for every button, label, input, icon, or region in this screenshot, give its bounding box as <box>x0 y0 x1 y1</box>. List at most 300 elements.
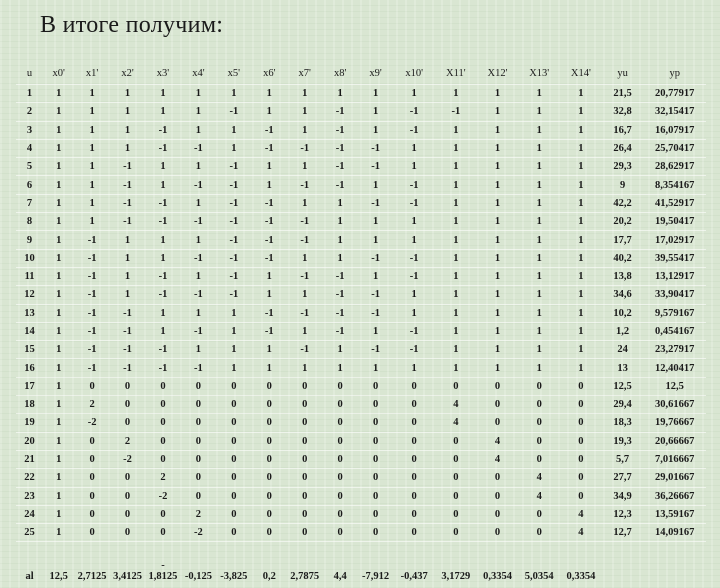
table-cell: -1 <box>181 213 216 231</box>
table-cell: 1 <box>287 85 322 103</box>
table-cell: 1 <box>43 524 74 542</box>
row-number-cell: 11 <box>16 267 43 285</box>
table-cell: 13,8 <box>602 267 644 285</box>
row-number-cell: 12 <box>16 286 43 304</box>
table-cell: 1 <box>43 396 74 414</box>
table-cell: 0 <box>477 524 519 542</box>
table-cell: 1 <box>435 139 477 157</box>
table-cell: -1 <box>358 286 393 304</box>
coefficient-cell: 0,3354 <box>483 571 512 583</box>
table-cell: 0 <box>322 469 357 487</box>
row-number-cell: 25 <box>16 524 43 542</box>
table-cell: 1 <box>181 103 216 121</box>
table-cell: -1 <box>358 341 393 359</box>
coefficient-cell <box>602 542 644 588</box>
table-cell: 1 <box>145 103 180 121</box>
table-row <box>16 505 706 523</box>
table-cell: 1 <box>74 194 109 212</box>
table-cell: 1 <box>181 158 216 176</box>
table-cell: 1 <box>560 231 602 249</box>
table-cell: 1 <box>43 505 74 523</box>
table-cell: 10,2 <box>602 304 644 322</box>
table-cell: 0 <box>181 450 216 468</box>
table-cell: -1 <box>322 103 357 121</box>
table-cell: 1 <box>477 249 519 267</box>
table-cell: 1 <box>560 139 602 157</box>
table-row <box>16 487 706 505</box>
table-cell: 1 <box>393 304 435 322</box>
table-cell: 1 <box>518 85 560 103</box>
table-cell: -1 <box>358 249 393 267</box>
row-number-cell: 15 <box>16 341 43 359</box>
table-cell: -1 <box>322 121 357 139</box>
table-cell: 0 <box>252 432 287 450</box>
coefficient-cell: 0,3354 <box>566 571 596 583</box>
table-cell: 1 <box>560 194 602 212</box>
table-cell: -1 <box>110 304 145 322</box>
table-cell: 0 <box>287 469 322 487</box>
table-cell: -1 <box>74 322 109 340</box>
table-cell: 0 <box>181 396 216 414</box>
table-cell: -1 <box>74 341 109 359</box>
table-cell: 32,15417 <box>643 103 706 121</box>
table-cell: 1 <box>518 194 560 212</box>
column-header: u <box>16 62 43 85</box>
table-cell: -1 <box>216 267 251 285</box>
table-cell: 4 <box>435 396 477 414</box>
table-cell: 1 <box>518 341 560 359</box>
table-cell: 1 <box>145 158 180 176</box>
table-cell: 1 <box>560 304 602 322</box>
table-cell: 1 <box>181 231 216 249</box>
table-cell: 1 <box>252 359 287 377</box>
regression-table-container <box>16 62 706 588</box>
table-cell: 23,27917 <box>643 341 706 359</box>
table-cell: 0 <box>393 432 435 450</box>
table-cell: 1 <box>43 359 74 377</box>
table-cell: 1 <box>181 194 216 212</box>
table-cell: -1 <box>110 213 145 231</box>
table-cell: 40,2 <box>602 249 644 267</box>
table-row <box>16 231 706 249</box>
column-header: X14' <box>560 62 602 85</box>
table-cell: 1,2 <box>602 322 644 340</box>
coefficient-cell: -7,912 <box>362 571 390 583</box>
table-cell: 17,7 <box>602 231 644 249</box>
table-cell: -1 <box>110 359 145 377</box>
table-cell: 1 <box>358 213 393 231</box>
table-cell: 1 <box>560 359 602 377</box>
row-number-cell: 2 <box>16 103 43 121</box>
row-number-cell: 4 <box>16 139 43 157</box>
table-cell: 0 <box>560 450 602 468</box>
coefficient-cell: 2,7125 <box>77 571 107 583</box>
table-cell: 1 <box>518 304 560 322</box>
table-cell: 1 <box>145 85 180 103</box>
table-cell: 1 <box>252 85 287 103</box>
coefficient-cell: -0,125 <box>184 571 212 583</box>
table-cell: 1 <box>216 359 251 377</box>
table-cell: 1 <box>43 304 74 322</box>
table-cell: 1 <box>435 85 477 103</box>
table-cell: 1 <box>518 286 560 304</box>
table-cell: 0 <box>74 505 109 523</box>
table-cell: 1 <box>477 139 519 157</box>
table-cell: 4 <box>477 450 519 468</box>
table-cell: -1 <box>145 121 180 139</box>
row-number-cell: 21 <box>16 450 43 468</box>
table-cell: 0 <box>358 450 393 468</box>
table-cell: 1 <box>181 267 216 285</box>
table-cell: 1 <box>43 103 74 121</box>
table-cell: -1 <box>287 139 322 157</box>
table-cell: 1 <box>145 176 180 194</box>
table-cell: 0 <box>110 469 145 487</box>
table-cell: 0 <box>145 414 180 432</box>
table-cell: 1 <box>518 158 560 176</box>
table-cell: 1 <box>252 286 287 304</box>
table-cell: 0 <box>435 487 477 505</box>
column-header: x6' <box>252 62 287 85</box>
table-cell: 13,12917 <box>643 267 706 285</box>
table-cell: -1 <box>74 231 109 249</box>
coefficient-cell: - 1,8125 <box>148 560 178 583</box>
table-cell: 0 <box>560 414 602 432</box>
table-cell: -1 <box>181 249 216 267</box>
table-row <box>16 322 706 340</box>
table-cell: -2 <box>181 524 216 542</box>
table-cell: 16,7 <box>602 121 644 139</box>
table-cell: 0 <box>322 524 357 542</box>
table-cell: 1 <box>145 231 180 249</box>
table-cell: -1 <box>287 267 322 285</box>
table-cell: 29,01667 <box>643 469 706 487</box>
table-cell: -1 <box>74 359 109 377</box>
table-cell: 0 <box>74 432 109 450</box>
table-cell: 1 <box>518 176 560 194</box>
table-cell: -1 <box>74 249 109 267</box>
table-cell: 0 <box>560 432 602 450</box>
table-cell: 0 <box>145 524 180 542</box>
table-cell: 0 <box>216 505 251 523</box>
table-cell: 0 <box>252 377 287 395</box>
table-cell: 12,40417 <box>643 359 706 377</box>
table-cell: 1 <box>435 341 477 359</box>
table-cell: 0 <box>322 377 357 395</box>
table-cell: 0 <box>252 469 287 487</box>
table-cell: 0 <box>322 396 357 414</box>
table-cell: 4 <box>518 469 560 487</box>
table-cell: 1 <box>287 103 322 121</box>
table-cell: -1 <box>216 158 251 176</box>
column-header: x2' <box>110 62 145 85</box>
table-cell: 1 <box>216 85 251 103</box>
table-cell: 1 <box>287 194 322 212</box>
table-cell: 1 <box>110 231 145 249</box>
table-cell: -1 <box>110 176 145 194</box>
coefficient-cell: -0,437 <box>400 571 428 583</box>
column-header: X12' <box>477 62 519 85</box>
coefficient-cell: -3,825 <box>220 571 248 583</box>
table-cell: 0 <box>145 377 180 395</box>
table-cell: 0 <box>287 450 322 468</box>
table-cell: 1 <box>287 286 322 304</box>
slide-title: В итоге получим: <box>40 12 224 38</box>
table-cell: 0 <box>110 414 145 432</box>
table-cell: 1 <box>435 121 477 139</box>
table-cell: 1 <box>560 121 602 139</box>
table-cell: 1 <box>358 359 393 377</box>
table-cell: 0 <box>358 377 393 395</box>
table-cell: 12,7 <box>602 524 644 542</box>
table-cell: 0 <box>74 450 109 468</box>
table-cell: 0 <box>358 432 393 450</box>
table-cell: 0 <box>435 432 477 450</box>
table-cell: 41,52917 <box>643 194 706 212</box>
table-row <box>16 176 706 194</box>
table-cell: -1 <box>145 213 180 231</box>
row-number-cell: 6 <box>16 176 43 194</box>
table-cell: -1 <box>322 176 357 194</box>
table-cell: -1 <box>322 322 357 340</box>
table-cell: 0 <box>252 414 287 432</box>
table-cell: 0 <box>477 414 519 432</box>
table-cell: -1 <box>110 194 145 212</box>
coefficient-cell: 0,2 <box>262 571 276 583</box>
table-cell: 1 <box>518 121 560 139</box>
column-header: x5' <box>216 62 251 85</box>
table-cell: 4 <box>435 414 477 432</box>
table-cell: 1 <box>477 213 519 231</box>
table-cell: 0 <box>435 505 477 523</box>
table-cell: 0 <box>322 450 357 468</box>
table-cell: -1 <box>252 121 287 139</box>
table-cell: 1 <box>358 103 393 121</box>
coefficient-cell <box>643 542 706 588</box>
table-cell: -1 <box>322 158 357 176</box>
table-cell: 1 <box>435 194 477 212</box>
table-cell: 0,454167 <box>643 322 706 340</box>
column-header: x3' <box>145 62 180 85</box>
table-cell: 1 <box>393 158 435 176</box>
table-cell: 1 <box>358 231 393 249</box>
table-cell: 1 <box>393 286 435 304</box>
table-cell: 1 <box>435 267 477 285</box>
table-cell: 0 <box>74 469 109 487</box>
table-cell: 34,6 <box>602 286 644 304</box>
table-cell: 1 <box>477 176 519 194</box>
table-cell: 1 <box>43 377 74 395</box>
row-number-cell: 7 <box>16 194 43 212</box>
table-cell: 0 <box>435 469 477 487</box>
column-header: x4' <box>181 62 216 85</box>
table-row <box>16 432 706 450</box>
table-cell: 17,02917 <box>643 231 706 249</box>
table-cell: -1 <box>322 267 357 285</box>
table-cell: 1 <box>74 176 109 194</box>
table-cell: 1 <box>145 249 180 267</box>
table-cell: 1 <box>477 322 519 340</box>
table-cell: 1 <box>43 341 74 359</box>
table-cell: 1 <box>560 249 602 267</box>
table-cell: 13,59167 <box>643 505 706 523</box>
table-cell: 12,5 <box>602 377 644 395</box>
table-cell: 0 <box>477 469 519 487</box>
table-cell: 33,90417 <box>643 286 706 304</box>
table-cell: 1 <box>216 341 251 359</box>
table-cell: -2 <box>74 414 109 432</box>
table-cell: 2 <box>110 432 145 450</box>
table-cell: 0 <box>393 377 435 395</box>
table-cell: 0 <box>322 487 357 505</box>
table-cell: 0 <box>181 432 216 450</box>
table-cell: 36,26667 <box>643 487 706 505</box>
table-cell: 1 <box>43 121 74 139</box>
table-row <box>16 249 706 267</box>
table-cell: -1 <box>216 249 251 267</box>
table-cell: 1 <box>216 322 251 340</box>
table-cell: 0 <box>518 450 560 468</box>
table-cell: -1 <box>252 231 287 249</box>
column-header: x10' <box>393 62 435 85</box>
table-row <box>16 304 706 322</box>
table-cell: 1 <box>477 286 519 304</box>
row-number-cell: 8 <box>16 213 43 231</box>
table-cell: -1 <box>74 286 109 304</box>
table-cell: -1 <box>393 103 435 121</box>
table-cell: 1 <box>43 85 74 103</box>
row-number-cell: 19 <box>16 414 43 432</box>
column-header: x1' <box>74 62 109 85</box>
table-cell: -1 <box>216 194 251 212</box>
table-cell: 0 <box>287 505 322 523</box>
table-cell: -1 <box>216 286 251 304</box>
table-cell: 0 <box>322 414 357 432</box>
table-cell: 1 <box>252 267 287 285</box>
table-cell: 0 <box>435 524 477 542</box>
table-cell: 1 <box>110 85 145 103</box>
table-row <box>16 121 706 139</box>
table-cell: -1 <box>287 304 322 322</box>
table-cell: 0 <box>74 487 109 505</box>
row-number-cell: 17 <box>16 377 43 395</box>
table-cell: 18,3 <box>602 414 644 432</box>
table-cell: 1 <box>322 341 357 359</box>
table-cell: 13 <box>602 359 644 377</box>
table-cell: -1 <box>393 176 435 194</box>
table-cell: 0 <box>322 432 357 450</box>
table-cell: 1 <box>252 103 287 121</box>
table-cell: -2 <box>145 487 180 505</box>
table-cell: -1 <box>393 322 435 340</box>
coefficient-cell: 5,0354 <box>524 571 554 583</box>
table-cell: 20,2 <box>602 213 644 231</box>
table-cell: -1 <box>181 286 216 304</box>
table-cell: 0 <box>477 377 519 395</box>
table-cell: 0 <box>181 469 216 487</box>
table-cell: -1 <box>216 176 251 194</box>
column-header: yu <box>602 62 644 85</box>
table-cell: 0 <box>74 377 109 395</box>
table-cell: 1 <box>322 359 357 377</box>
table-cell: 9,579167 <box>643 304 706 322</box>
table-cell: 1 <box>477 341 519 359</box>
table-cell: -1 <box>287 176 322 194</box>
table-cell: 1 <box>358 121 393 139</box>
table-cell: -1 <box>393 249 435 267</box>
table-cell: 4 <box>560 524 602 542</box>
table-cell: 2 <box>74 396 109 414</box>
table-cell: 0 <box>393 450 435 468</box>
table-cell: 1 <box>560 85 602 103</box>
table-cell: -1 <box>216 213 251 231</box>
column-header: X13' <box>518 62 560 85</box>
table-cell: 0 <box>560 377 602 395</box>
table-cell: 1 <box>560 103 602 121</box>
row-number-cell: 18 <box>16 396 43 414</box>
table-cell: 1 <box>518 213 560 231</box>
table-cell: 1 <box>518 322 560 340</box>
table-cell: 0 <box>216 469 251 487</box>
table-cell: 0 <box>435 450 477 468</box>
table-cell: 1 <box>287 359 322 377</box>
table-row <box>16 396 706 414</box>
coefficient-cell: 3,4125 <box>113 571 142 583</box>
table-cell: 1 <box>145 304 180 322</box>
table-cell: -1 <box>181 322 216 340</box>
table-cell: 0 <box>216 432 251 450</box>
table-cell: -1 <box>216 103 251 121</box>
table-cell: 0 <box>181 487 216 505</box>
table-cell: 0 <box>74 524 109 542</box>
table-cell: -1 <box>145 194 180 212</box>
table-cell: -1 <box>393 121 435 139</box>
table-row <box>16 286 706 304</box>
table-cell: 1 <box>43 487 74 505</box>
table-cell: -1 <box>287 231 322 249</box>
table-cell: 0 <box>287 396 322 414</box>
table-cell: 1 <box>43 231 74 249</box>
table-cell: 1 <box>287 322 322 340</box>
table-cell: 0 <box>110 377 145 395</box>
table-cell: -1 <box>358 158 393 176</box>
table-cell: 1 <box>110 267 145 285</box>
table-cell: 0 <box>477 396 519 414</box>
row-number-cell: 23 <box>16 487 43 505</box>
table-cell: -1 <box>145 139 180 157</box>
table-cell: -1 <box>145 286 180 304</box>
table-cell: 20,66667 <box>643 432 706 450</box>
table-cell: 0 <box>477 487 519 505</box>
table-cell: 1 <box>477 121 519 139</box>
column-header: yp <box>643 62 706 85</box>
table-cell: -1 <box>110 322 145 340</box>
table-cell: 0 <box>145 505 180 523</box>
table-cell: 0 <box>358 396 393 414</box>
table-cell: 1 <box>322 213 357 231</box>
table-cell: -1 <box>252 322 287 340</box>
table-cell: 1 <box>393 359 435 377</box>
table-cell: -1 <box>145 267 180 285</box>
table-row <box>16 158 706 176</box>
coefficients-row <box>16 542 706 588</box>
table-cell: 0 <box>393 487 435 505</box>
table-cell: 0 <box>393 505 435 523</box>
table-cell: 1 <box>435 249 477 267</box>
coefficient-cell: 3,1729 <box>441 571 471 583</box>
table-cell: 1 <box>252 158 287 176</box>
table-cell: 1 <box>477 85 519 103</box>
